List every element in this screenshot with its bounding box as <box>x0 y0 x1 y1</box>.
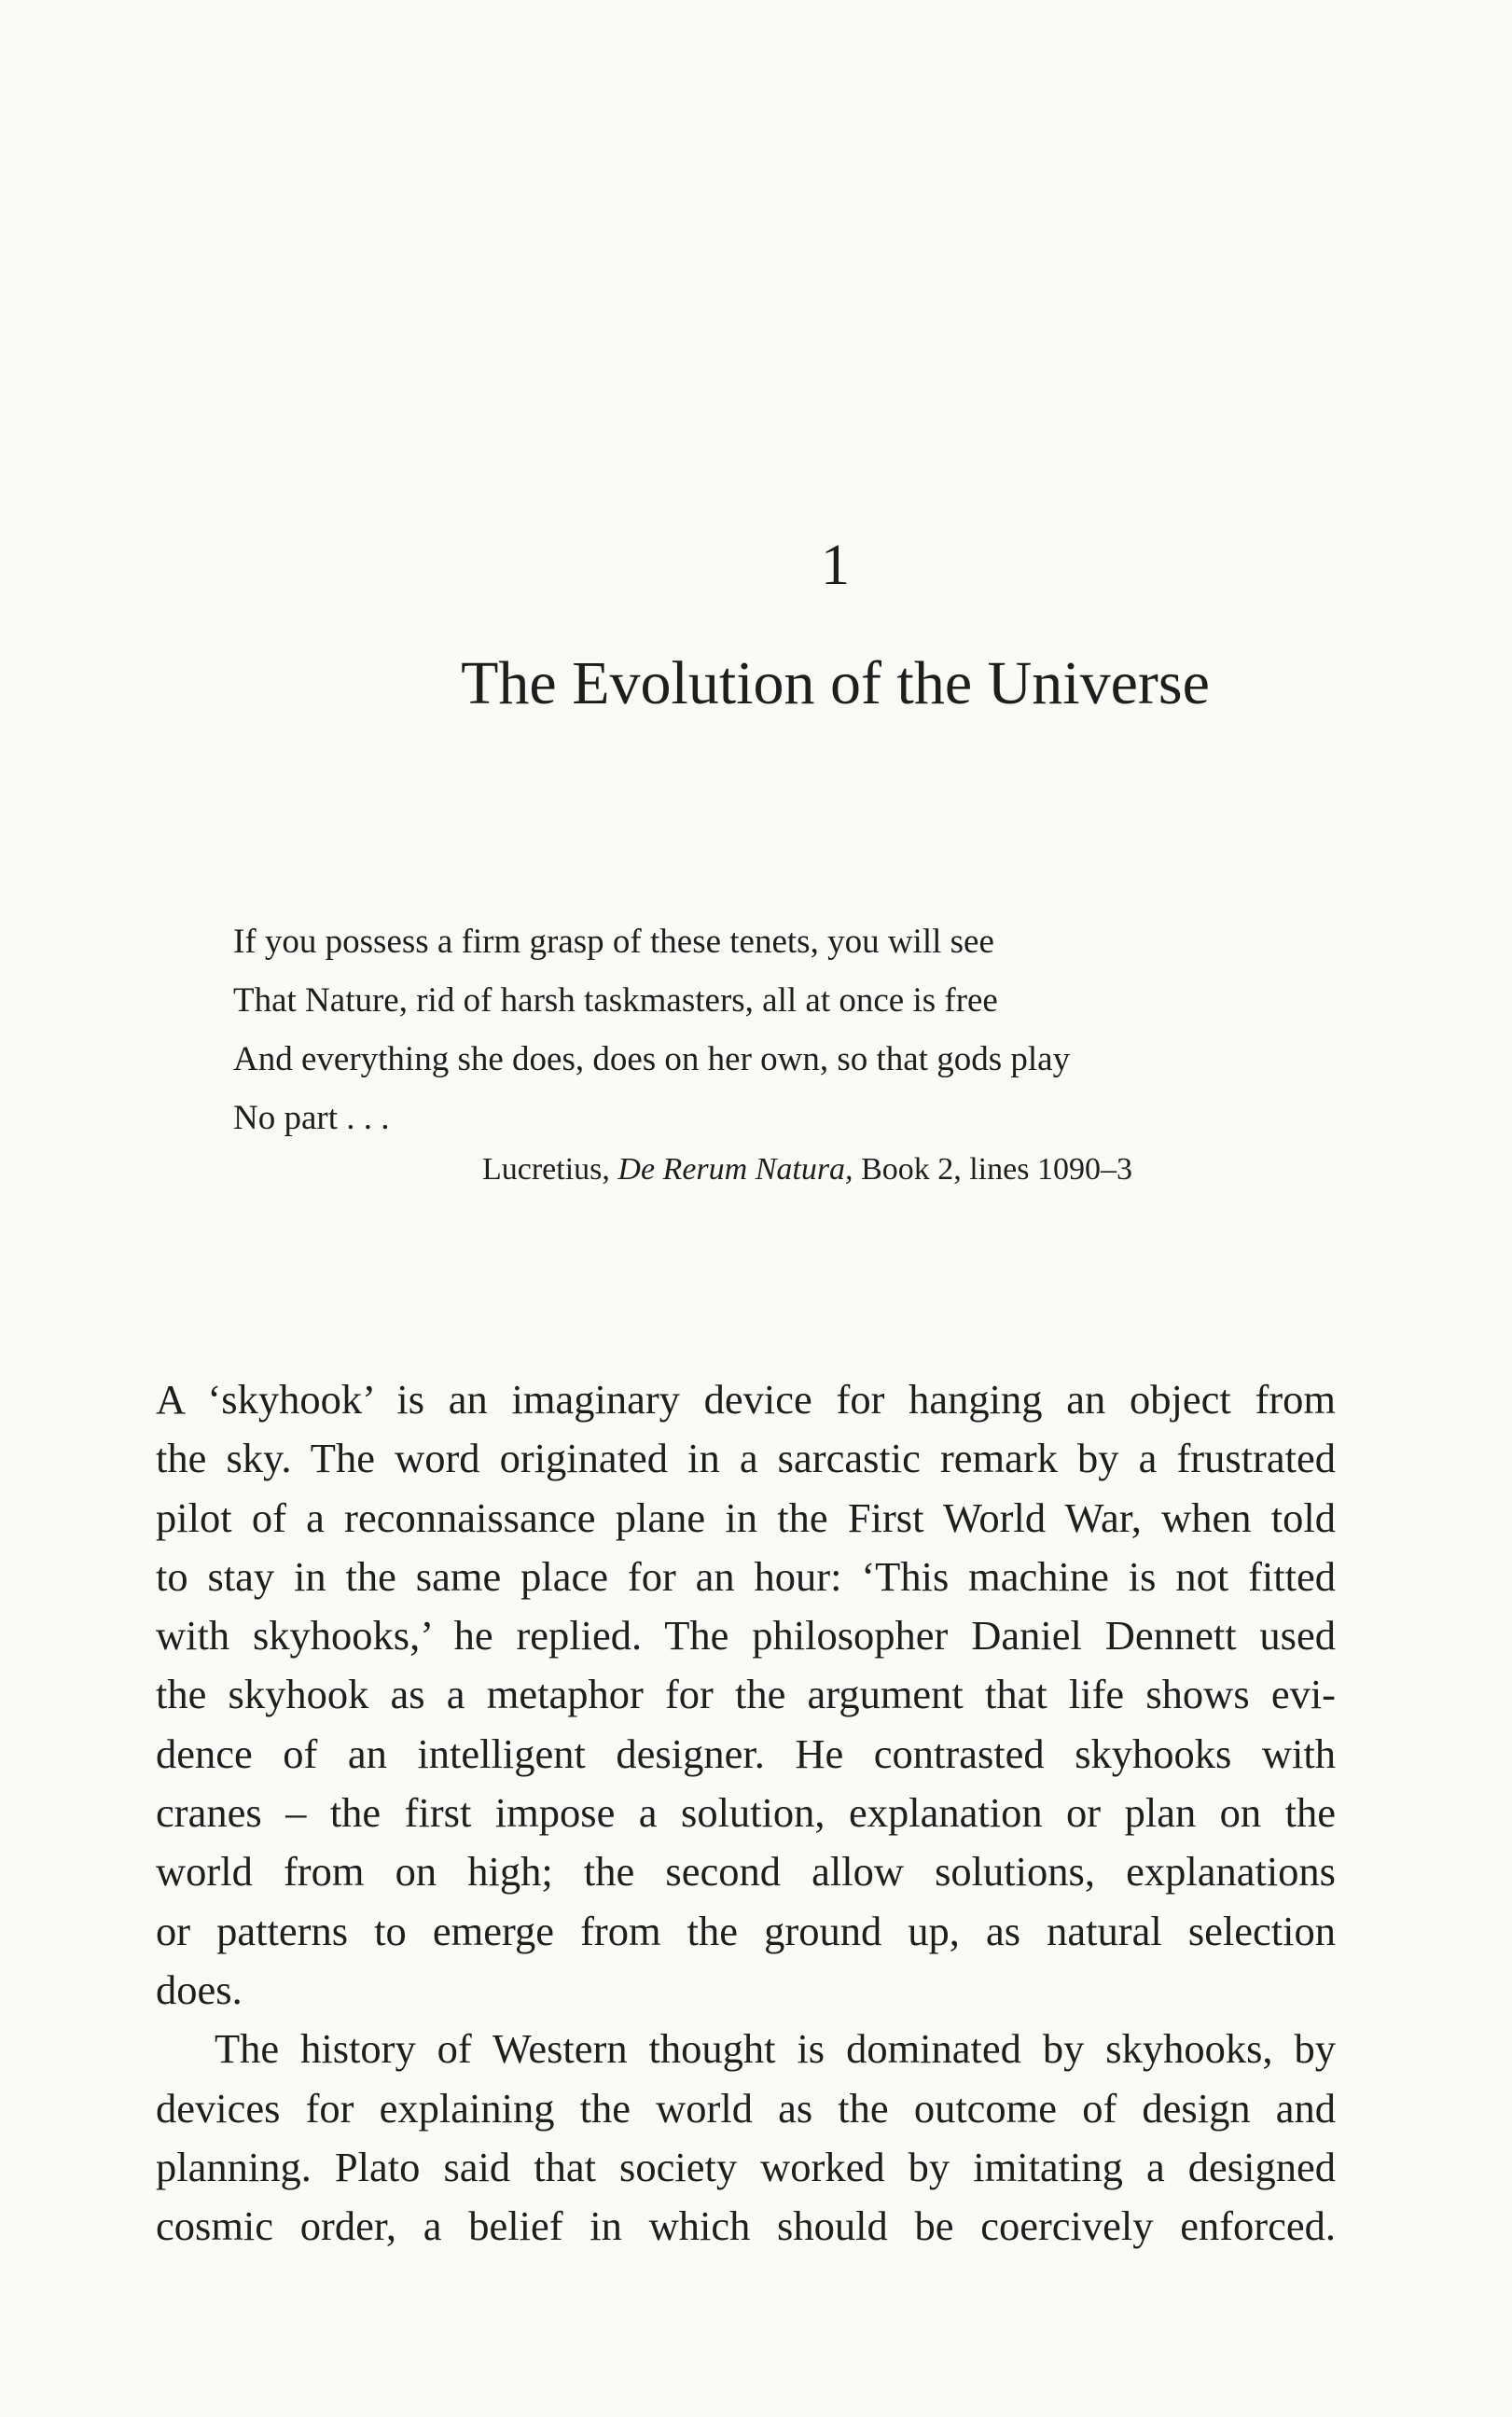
body-line: to stay in the same place for an hour: ‘This machine is not fitted <box>156 1552 1336 1600</box>
epigraph-line: That Nature, rid of harsh taskmasters, all at once is free <box>233 981 998 1020</box>
attribution-work: De Rerum Natura, <box>617 1152 853 1187</box>
epigraph-line: If you possess a firm grasp of these tenets, you will see <box>233 923 994 961</box>
chapter-number: 1 <box>821 534 850 597</box>
body-line: planning. Plato said that society worked by imitating a designed <box>156 2143 1336 2190</box>
body-line: the sky. The word originated in a sarcastic remark by a frustrated <box>156 1435 1336 1482</box>
body-line: devices for explaining the world as the outcome of design and <box>156 2084 1336 2132</box>
body-line: or patterns to emerge from the ground up, as natural selection <box>156 1907 1336 1954</box>
epigraph <box>233 912 1352 1147</box>
body-line: does. <box>156 1966 243 2013</box>
body-line: the skyhook as a metaphor for the argument that life shows evi- <box>156 1671 1336 1718</box>
body-text <box>156 1370 1336 2256</box>
epigraph-attribution <box>482 1152 1132 1188</box>
body-line: cosmic order, a belief in which should be coercively enforced. <box>156 2202 1336 2250</box>
body-line: pilot of a reconnaissance plane in the First World War, when told <box>156 1493 1336 1541</box>
body-line: A ‘skyhook’ is an imaginary device for hanging an object from <box>156 1376 1336 1423</box>
epigraph-line: And everything she does, does on her own, so that gods play <box>233 1040 1071 1078</box>
body-line: dence of an intelligent designer. He contrasted skyhooks with <box>156 1729 1336 1777</box>
attribution-reference: Book 2, lines 1090–3 <box>861 1152 1132 1187</box>
epigraph-line: No part . . . <box>233 1099 390 1137</box>
attribution-author: Lucretius, <box>482 1152 610 1187</box>
body-line: cranes – the first impose a solution, explanation or plan on the <box>156 1789 1336 1837</box>
body-line: with skyhooks,’ he replied. The philosopher Daniel Dennett used <box>156 1612 1336 1660</box>
body-line: The history of Western thought is dominated by skyhooks, by <box>215 2025 1336 2073</box>
chapter-title: The Evolution of the Universe <box>461 649 1210 717</box>
body-line: world from on high; the second allow solutions, explanations <box>156 1848 1336 1896</box>
